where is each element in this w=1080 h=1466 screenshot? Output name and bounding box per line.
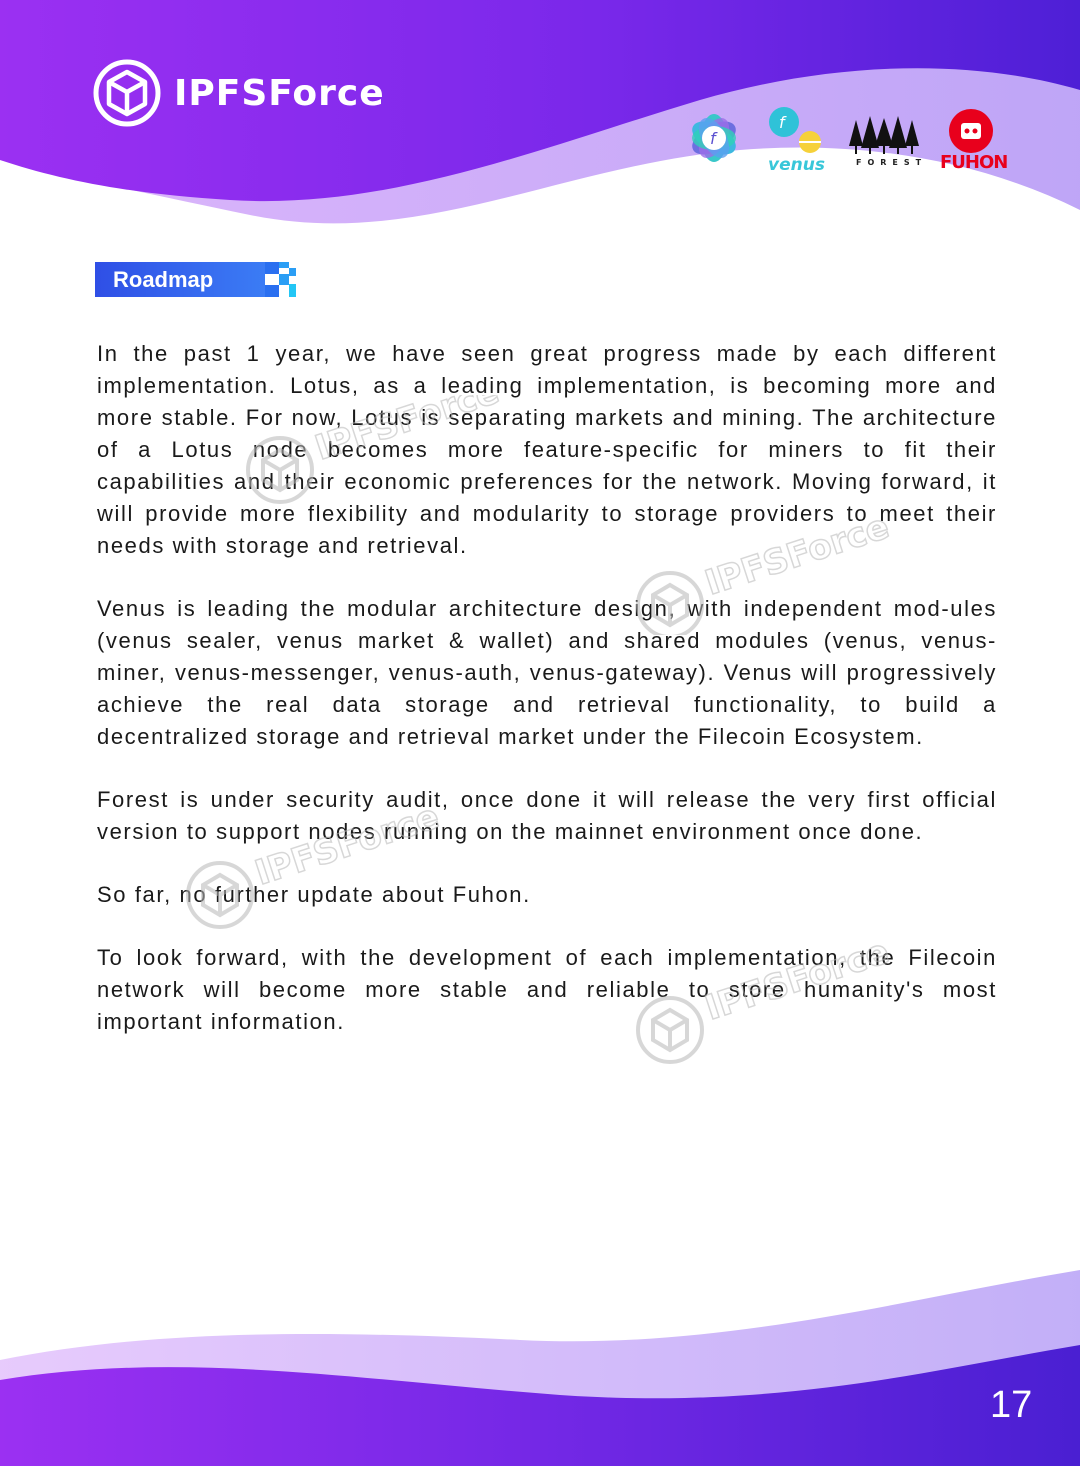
svg-text:f: f <box>710 129 716 148</box>
pixel-decoration <box>279 274 289 285</box>
watermark-text: IPFSForce <box>310 395 504 469</box>
watermark <box>240 395 510 520</box>
section-tag-roadmap <box>95 262 305 297</box>
pixel-decoration <box>265 285 279 297</box>
ipfsforce-cube-icon <box>92 58 162 128</box>
watermark-cube-icon <box>180 800 450 940</box>
paragraph-outlook: To look forward, with the development of each implementation, the Filecoin network will become more stable and reliable to store humanity's most important information. <box>97 945 997 1034</box>
fuhon-logo-icon <box>948 108 994 154</box>
watermark-cube-icon <box>630 940 900 1080</box>
watermark-text: IPFSForce <box>250 800 444 894</box>
watermark <box>630 515 900 640</box>
watermark-cube-icon <box>630 515 900 635</box>
pixel-decoration <box>265 262 279 274</box>
watermark-cube-icon <box>240 395 510 515</box>
watermark-text: IPFSForce <box>700 940 894 1029</box>
paragraph-venus: Venus is leading the modular architecture design, with independent mod-ules (venus sealer, venus market & wallet) and shared modules (venus, venus-miner, venus-messenger, venus-auth, venus-gateway). Venus will progressively achieve the real data storage and retrieval functionality, to build a decentralized storage and retrieval market under the Filecoin Ecosystem. <box>97 596 997 749</box>
paragraph-fuhon: So far, no further update about Fuhon. <box>97 882 531 907</box>
pixel-decoration <box>279 262 289 268</box>
paragraph-lotus: In the past 1 year, we have seen great progress made by each different implementation. Lotus, as a leading implementation, is becoming more and more stable. For now, Lotus is separating markets and mining. The architecture of a Lotus node becomes more feature-specific for miners to fit their capabilities and their economic preferences for the network. Moving forward, it will provide more flexibility and modularity to storage providers to meet their needs with storage and retrieval. <box>97 341 997 558</box>
forest-label: FOREST <box>856 158 928 167</box>
section-tag-label: Roadmap <box>113 267 214 292</box>
page-number: 17 <box>990 1384 1033 1426</box>
watermark-text: IPFSForce <box>700 515 894 604</box>
brand-logo <box>92 58 385 128</box>
watermark <box>630 940 900 1085</box>
forest-trees-icon <box>848 116 920 156</box>
fuhon-label: FUHON <box>940 152 1008 173</box>
venus-logo-icon <box>768 106 824 156</box>
svg-text:f: f <box>779 113 785 132</box>
watermark <box>180 800 450 945</box>
brand-name: IPFSForce <box>174 72 385 114</box>
filecoin-flower-icon <box>676 104 752 172</box>
pixel-decoration <box>289 284 296 297</box>
pixel-decoration <box>289 268 296 276</box>
paragraph-forest: Forest is under security audit, once done it will release the very first official version to support nodes running on the mainnet environment once done. <box>97 787 997 844</box>
venus-label: venus <box>768 155 825 175</box>
